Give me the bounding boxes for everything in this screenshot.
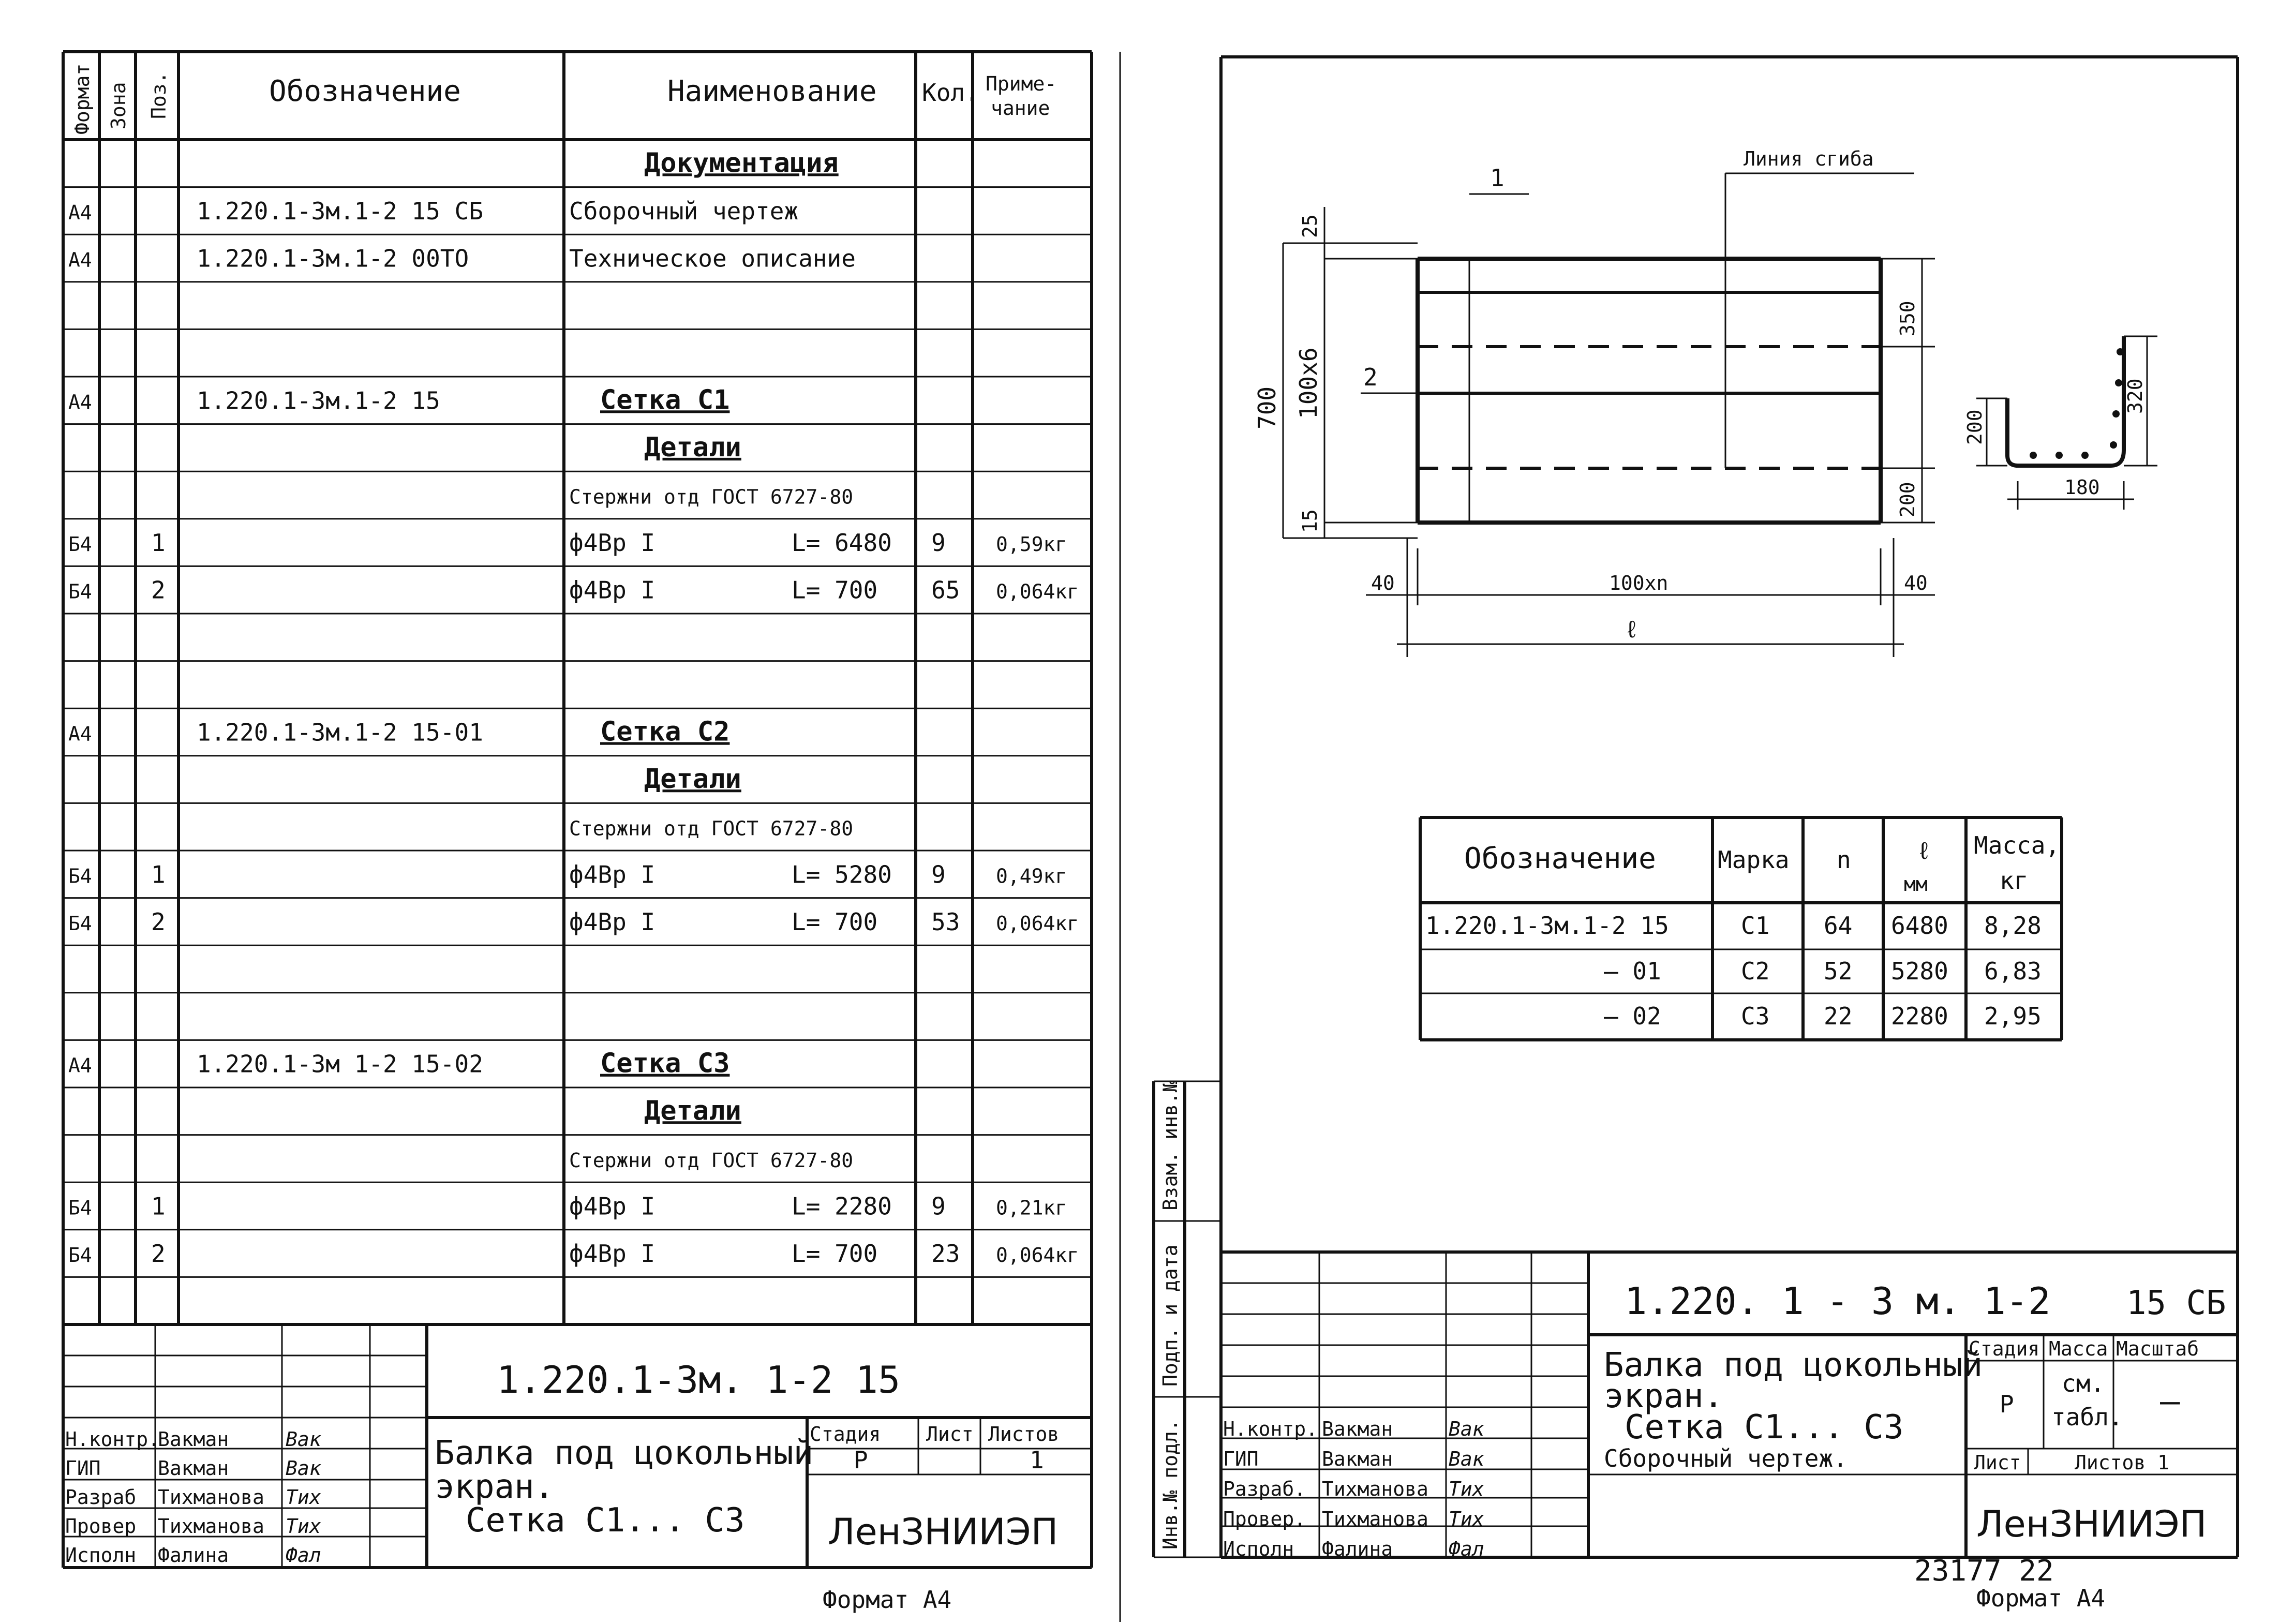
spec-cell-format: Б4 <box>68 1196 92 1219</box>
spec-cell-name: Детали <box>644 1095 741 1127</box>
header-name: Наименование <box>667 75 877 108</box>
spec-cell-format: Б4 <box>68 912 92 935</box>
spec-cell-name: Стержни отд ГОСТ 6727-80 <box>569 485 854 509</box>
right-title-block <box>1221 1252 2238 1560</box>
spec-cell-length: L= 700 <box>792 1240 878 1268</box>
right-doc-code: 1.220. 1 - 3 м. 1-2 <box>1625 1279 2051 1323</box>
bend-line-label: Линия сгиба <box>1744 147 1874 170</box>
leader-1-label: 1 <box>1490 164 1504 192</box>
spec-cell-name: Детали <box>644 431 741 463</box>
signer-name: Тихманова <box>1322 1508 1428 1530</box>
signer-role: Провер <box>65 1515 137 1538</box>
header-qty: Кол. <box>922 79 979 107</box>
dim-100n: 100хn <box>1609 572 1669 594</box>
signer-role: Разраб. <box>1223 1478 1306 1500</box>
spec-table-rows <box>63 147 1092 1277</box>
spec-cell-name: ф4Вр I <box>569 576 656 604</box>
signer-name: Вакман <box>1322 1448 1393 1470</box>
mesh-header-mass: Масса, <box>1974 831 2060 859</box>
signer-name: Вакман <box>158 1428 229 1451</box>
spec-cell-pos: 2 <box>151 1240 166 1268</box>
left-sheet <box>63 52 1092 1614</box>
left-format-caption: Формат А4 <box>823 1586 952 1614</box>
spec-cell-format: Б4 <box>68 1244 92 1267</box>
left-title-block <box>63 1324 1092 1568</box>
signer-name: Тихманова <box>1322 1478 1428 1500</box>
spec-cell-designation: 1.220.1-3м.1-2 15-01 <box>197 718 483 747</box>
right-scale-value: — <box>2160 1382 2180 1421</box>
header-pos: Поз. <box>147 71 170 119</box>
mesh-drawing <box>1253 147 2157 657</box>
signer-signature: Тих <box>1449 1478 1484 1500</box>
spec-cell-name: Документация <box>644 147 839 179</box>
spec-cell-format: А4 <box>68 1054 92 1077</box>
doc-number: 23177 22 <box>1914 1554 2054 1588</box>
header-format: Формат <box>71 63 94 135</box>
spec-cell-name: Сетка С2 <box>600 716 730 748</box>
spec-cell-qty: 23 <box>931 1240 960 1268</box>
spec-cell-length: L= 2280 <box>792 1192 892 1220</box>
signer-role: Провер. <box>1223 1508 1306 1530</box>
spec-cell-qty: 9 <box>931 860 946 889</box>
spec-cell-note: 0,21кг <box>996 1196 1067 1219</box>
spec-cell-designation: 1.220.1-3м.1-2 15 СБ <box>197 197 483 225</box>
signer-signature: Тих <box>1449 1508 1484 1530</box>
mesh-header-designation: Обозначение <box>1464 842 1656 875</box>
header-zone: Зона <box>107 82 130 129</box>
mesh-header-mark: Марка <box>1718 846 1790 874</box>
signer-signature: Фал <box>286 1544 321 1567</box>
header-designation: Обозначение <box>269 75 461 108</box>
header-note-2: чание <box>991 97 1050 120</box>
dim-100x6: 100х6 <box>1294 347 1322 419</box>
section-profile <box>2007 336 2124 466</box>
mesh-row-l: 5280 <box>1891 957 1948 985</box>
signer-name: Вакман <box>1322 1418 1393 1440</box>
spec-cell-format: А4 <box>68 722 92 746</box>
spec-cell-name: ф4Вр I <box>569 907 656 936</box>
spec-cell-pos: 2 <box>151 907 166 936</box>
right-stage-value: Р <box>2000 1390 2014 1418</box>
right-sheet <box>1154 57 2238 1612</box>
dim-25: 25 <box>1299 214 1321 238</box>
dim-section-320: 320 <box>2124 378 2147 414</box>
side-stamps <box>1154 1080 1221 1557</box>
spec-cell-name: Сборочный чертеж <box>569 197 799 225</box>
left-stage-value: Р <box>854 1446 868 1474</box>
leader-2-label: 2 <box>1363 363 1378 391</box>
spec-table-grid <box>63 52 1092 1324</box>
mesh-row-mass: 8,28 <box>1984 912 2042 940</box>
dim-40-left: 40 <box>1371 572 1395 594</box>
signer-signature: Фал <box>1449 1538 1484 1560</box>
spec-cell-name: Стержни отд ГОСТ 6727-80 <box>569 817 854 840</box>
spec-cell-format: А4 <box>68 391 92 414</box>
spec-cell-length: L= 700 <box>792 576 878 604</box>
spec-cell-format: Б4 <box>68 865 92 888</box>
stamp-inv-original: Инв.№ подл. <box>1159 1419 1182 1549</box>
mesh-row-mark: С1 <box>1741 912 1770 940</box>
dim-350: 350 <box>1896 301 1919 336</box>
dim-l: ℓ <box>1625 615 1639 643</box>
left-stage-label: Стадия <box>810 1423 881 1446</box>
spec-cell-qty: 53 <box>931 907 960 936</box>
spec-cell-name: ф4Вр I <box>569 1240 656 1268</box>
spec-cell-name: Сетка С3 <box>600 1048 730 1079</box>
mesh-row-n: 52 <box>1824 957 1853 985</box>
spec-cell-designation: 1.220.1-3м.1-2 00ТО <box>197 244 469 273</box>
mesh-row-mass: 6,83 <box>1984 957 2042 985</box>
right-title-line-4: Сборочный чертеж. <box>1604 1444 1848 1472</box>
dim-200: 200 <box>1896 482 1919 517</box>
spec-cell-format: Б4 <box>68 580 92 603</box>
spec-cell-name: Техническое описание <box>569 244 856 273</box>
dim-section-200: 200 <box>1963 409 1986 445</box>
mesh-header-l: ℓ <box>1917 837 1931 865</box>
mesh-row-mark: С2 <box>1741 957 1770 985</box>
mesh-row-n: 64 <box>1824 912 1853 940</box>
mesh-row-mark: С3 <box>1741 1002 1770 1030</box>
right-stage-label: Стадия <box>1969 1337 2040 1360</box>
signer-role: Н.контр. <box>65 1428 160 1451</box>
spec-cell-name: Детали <box>644 764 741 795</box>
mesh-row-l: 2280 <box>1891 1002 1948 1030</box>
spec-cell-designation: 1.220.1-3м.1-2 15 <box>197 386 440 415</box>
dim-15: 15 <box>1299 509 1321 533</box>
right-format-caption: Формат А4 <box>1976 1584 2106 1612</box>
signer-role: ГИП <box>1223 1448 1259 1470</box>
spec-cell-length: L= 700 <box>792 907 878 936</box>
spec-cell-pos: 1 <box>151 860 166 889</box>
right-org-name: ЛенЗНИИЭП <box>1976 1503 2207 1545</box>
signer-role: Н.контр. <box>1223 1418 1318 1440</box>
mesh-row-n: 22 <box>1824 1002 1853 1030</box>
spec-cell-format: Б4 <box>68 533 92 556</box>
left-org-name: ЛенЗНИИЭП <box>828 1511 1059 1553</box>
left-sheets-value: 1 <box>1030 1446 1044 1474</box>
right-title-line-2: экран. <box>1604 1377 1724 1416</box>
spec-cell-note: 0,064кг <box>996 912 1079 935</box>
right-scale-label: Масштаб <box>2116 1337 2199 1360</box>
spec-cell-note: 0,064кг <box>996 580 1079 603</box>
spec-cell-format: А4 <box>68 248 92 272</box>
signer-role: Исполн <box>1223 1538 1294 1560</box>
mesh-row-designation: – 01 <box>1604 957 1661 985</box>
stamp-replace-inv: Взам. инв.№ <box>1159 1080 1182 1211</box>
spec-cell-format: А4 <box>68 201 92 224</box>
spec-cell-name: ф4Вр I <box>569 860 656 889</box>
spec-cell-name: ф4Вр I <box>569 1192 656 1220</box>
spec-cell-note: 0,59кг <box>996 533 1067 556</box>
right-title-line-3: Сетка С1... С3 <box>1625 1408 1904 1447</box>
spec-cell-qty: 9 <box>931 1192 946 1220</box>
right-sheets-label: Листов 1 <box>2075 1451 2170 1474</box>
mesh-header-mass-unit: кг <box>2000 867 2029 895</box>
signer-name: Фалина <box>158 1544 229 1567</box>
mesh-table-rows <box>1425 912 2042 1030</box>
signer-name: Тихманова <box>158 1515 264 1538</box>
signer-signature: Вак <box>286 1428 321 1451</box>
left-sheets-label: Листов <box>988 1423 1060 1446</box>
mesh-header-n: n <box>1837 846 1851 874</box>
signer-signature: Вак <box>286 1457 321 1480</box>
signer-name: Тихманова <box>158 1486 264 1509</box>
spec-cell-pos: 1 <box>151 1192 166 1220</box>
right-mass-label: Масса <box>2049 1337 2108 1360</box>
mesh-row-l: 6480 <box>1891 912 1948 940</box>
spec-cell-length: L= 5280 <box>792 860 892 889</box>
right-doc-code-suffix: 15 СБ <box>2126 1284 2226 1322</box>
left-title-line-1: Балка под цокольный <box>435 1434 814 1472</box>
mesh-row-designation: 1.220.1-3м.1-2 15 <box>1425 912 1669 940</box>
left-doc-code: 1.220.1-3м. 1-2 15 <box>497 1358 901 1402</box>
spec-cell-note: 0,064кг <box>996 1244 1079 1267</box>
spec-cell-name: ф4Вр I <box>569 529 656 557</box>
signer-signature: Тих <box>286 1486 321 1509</box>
signer-signature: Тих <box>286 1515 321 1538</box>
left-title-line-3: Сетка С1... С3 <box>466 1501 745 1540</box>
stamp-sign-date: Подп. и дата <box>1159 1244 1182 1387</box>
right-sheet-label: Лист <box>1974 1451 2021 1474</box>
dim-section-180: 180 <box>2064 476 2100 499</box>
spec-cell-qty: 9 <box>931 529 946 557</box>
dim-40-right: 40 <box>1904 572 1928 594</box>
spec-cell-pos: 1 <box>151 529 166 557</box>
right-mass-value-2: табл. <box>2051 1403 2123 1431</box>
spec-cell-name: Сетка С1 <box>600 384 730 416</box>
spec-cell-pos: 2 <box>151 576 166 604</box>
left-title-line-2: экран. <box>435 1468 555 1506</box>
signer-role: Разраб <box>65 1486 137 1509</box>
mesh-header-l-unit: мм <box>1904 873 1928 896</box>
mesh-row-mass: 2,95 <box>1984 1002 2042 1030</box>
signer-role: ГИП <box>65 1457 101 1480</box>
left-sheet-label: Лист <box>926 1423 974 1446</box>
signer-role: Исполн <box>65 1544 137 1567</box>
mesh-row-designation: – 02 <box>1604 1002 1661 1030</box>
header-note-1: Приме- <box>986 72 1057 95</box>
spec-cell-note: 0,49кг <box>996 865 1067 888</box>
dim-700: 700 <box>1253 386 1281 429</box>
signer-signature: Вак <box>1449 1418 1484 1440</box>
mesh-table <box>1420 817 2062 1040</box>
signer-name: Фалина <box>1322 1538 1393 1560</box>
spec-cell-length: L= 6480 <box>792 529 892 557</box>
spec-cell-qty: 65 <box>931 576 960 604</box>
spec-cell-designation: 1.220.1-3м 1-2 15-02 <box>197 1050 483 1078</box>
right-title-line-1: Балка под цокольный <box>1604 1346 1983 1384</box>
spec-cell-name: Стержни отд ГОСТ 6727-80 <box>569 1149 854 1172</box>
right-mass-value-1: см. <box>2062 1369 2105 1397</box>
signer-signature: Вак <box>1449 1448 1484 1470</box>
signer-name: Вакман <box>158 1457 229 1480</box>
